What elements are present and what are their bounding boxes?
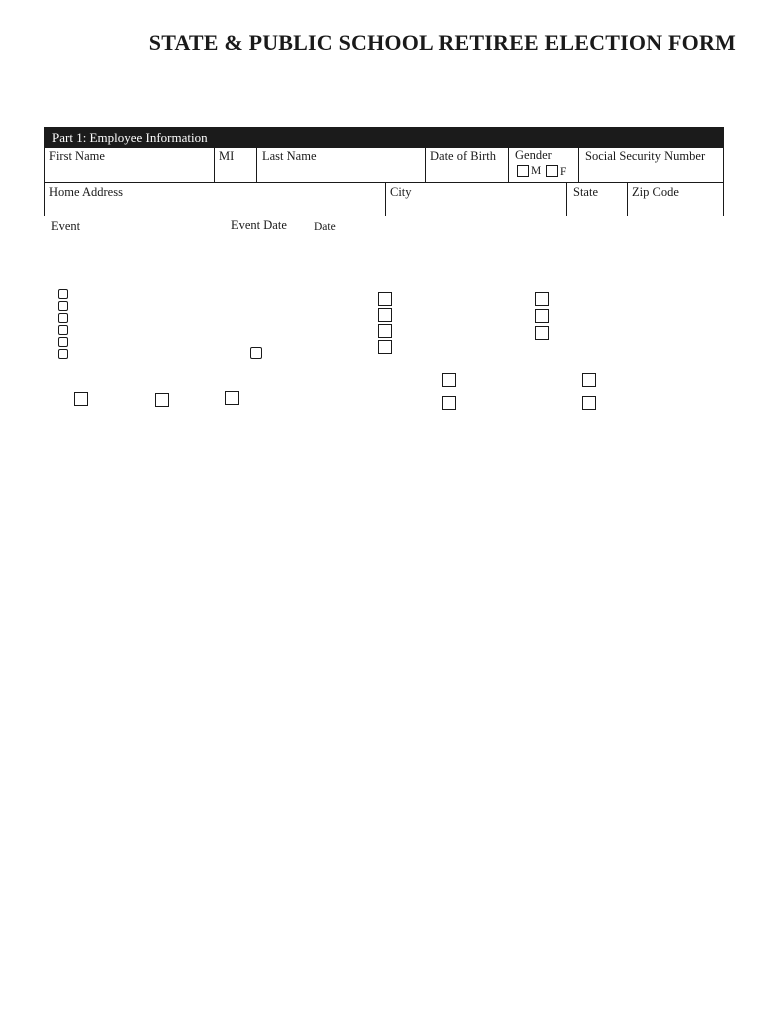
event-checkbox[interactable] bbox=[58, 325, 68, 335]
gender-f-checkbox[interactable] bbox=[546, 165, 558, 177]
last-name-field[interactable]: Last Name bbox=[262, 149, 317, 163]
gender-label: Gender bbox=[515, 148, 552, 162]
grid-line bbox=[566, 182, 567, 216]
option-checkbox[interactable] bbox=[250, 347, 262, 359]
date-of-birth-field[interactable]: Date of Birth bbox=[430, 149, 496, 163]
option-checkbox[interactable] bbox=[378, 324, 392, 338]
part1-header: Part 1: Employee Information bbox=[44, 127, 724, 148]
option-checkbox[interactable] bbox=[582, 396, 596, 410]
grid-line bbox=[256, 148, 257, 183]
event-checkbox[interactable] bbox=[58, 337, 68, 347]
option-checkbox[interactable] bbox=[378, 340, 392, 354]
gender-m-checkbox[interactable] bbox=[517, 165, 529, 177]
zip-code-field[interactable]: Zip Code bbox=[632, 185, 679, 199]
option-checkbox[interactable] bbox=[442, 373, 456, 387]
event-label: Event bbox=[51, 219, 81, 233]
event-date-label: Event Date bbox=[231, 218, 287, 232]
date-label: Date bbox=[314, 221, 336, 233]
event-checkbox[interactable] bbox=[58, 301, 68, 311]
option-checkbox[interactable] bbox=[582, 373, 596, 387]
grid-line bbox=[44, 182, 724, 183]
option-checkbox[interactable] bbox=[535, 309, 549, 323]
form-title: STATE & PUBLIC SCHOOL RETIREE ELECTION FORM bbox=[148, 30, 736, 55]
option-checkbox[interactable] bbox=[155, 393, 169, 407]
event-checkbox[interactable] bbox=[58, 349, 68, 359]
option-checkbox[interactable] bbox=[74, 392, 88, 406]
city-field[interactable]: City bbox=[390, 185, 412, 199]
option-checkbox[interactable] bbox=[442, 396, 456, 410]
first-name-field[interactable]: First Name bbox=[49, 149, 105, 163]
event-checkbox[interactable] bbox=[58, 289, 68, 299]
grid-line bbox=[425, 148, 426, 183]
grid-line bbox=[508, 148, 509, 183]
option-checkbox[interactable] bbox=[535, 326, 549, 340]
option-checkbox[interactable] bbox=[378, 292, 392, 306]
grid-line bbox=[627, 182, 628, 216]
mi-field[interactable]: MI bbox=[219, 149, 235, 163]
grid-line bbox=[214, 148, 215, 183]
gender-f-label: F bbox=[560, 166, 567, 178]
option-checkbox[interactable] bbox=[378, 308, 392, 322]
state-field[interactable]: State bbox=[573, 185, 598, 199]
grid-line bbox=[385, 182, 386, 216]
option-checkbox[interactable] bbox=[225, 391, 239, 405]
home-address-field[interactable]: Home Address bbox=[49, 185, 123, 199]
event-checkbox[interactable] bbox=[58, 313, 68, 323]
option-checkbox[interactable] bbox=[535, 292, 549, 306]
grid-line bbox=[578, 148, 579, 183]
gender-m-label: M bbox=[531, 165, 542, 177]
ssn-field[interactable]: Social Security Number bbox=[585, 149, 706, 163]
